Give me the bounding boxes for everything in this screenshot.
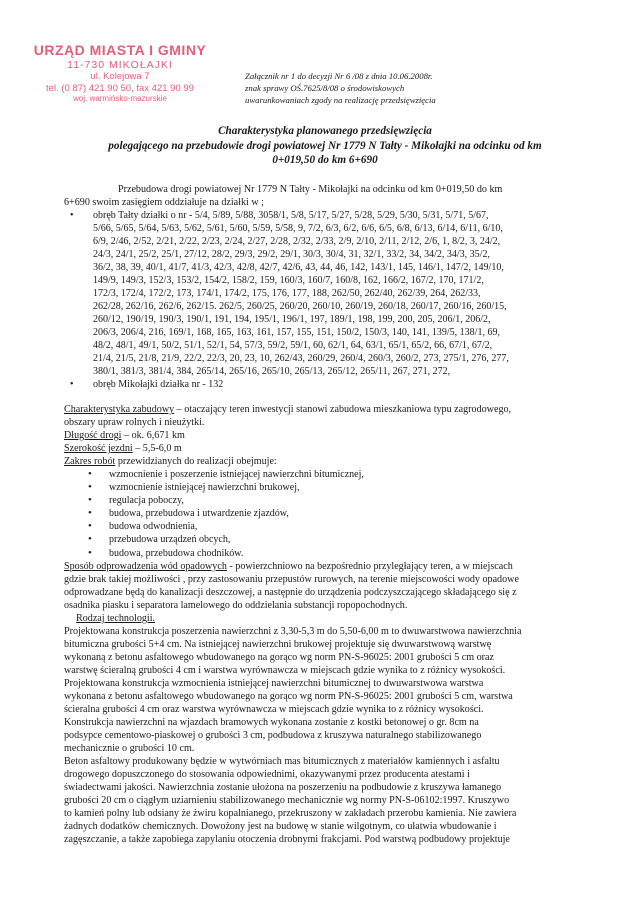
parcel-line: 24/3, 24/1, 25/2, 25/1, 27/12, 28/2, 29/3, 29/2, 29/1, 30/3, 30/4, 31, 32/1, 33/2, 34, 34/2, 34/3, 35/2, xyxy=(93,249,490,260)
intro-line-2: 6+690 swoim zasięgiem oddziałuje na działki w ; xyxy=(64,197,264,208)
parcel-list xyxy=(70,209,620,391)
technology-line: zagęszczanie, a także zapobiega zapylaniu otoczenia drobnymi frakcjami. Pod warstwą podbudowy projektuje xyxy=(64,834,510,845)
road-width-value: – 5,5-6,0 m xyxy=(132,443,182,454)
parcel-lines-talty xyxy=(93,209,620,378)
parcel-item-mikolajki xyxy=(70,378,620,391)
attachment-line-2: znak sprawy OŚ.7625/8/08 o środowiskowych xyxy=(245,83,405,93)
technology-line: wykonana z betonu asfaltowego wbudowanego na gorąco wg norm PN-S-96025: 2001 grubości 5 cm, warstwa xyxy=(64,691,513,702)
parcel-line: 6/9, 2/46, 2/52, 2/21, 2/22, 2/23, 2/24, 2/27, 2/28, 2/32, 2/33, 2/9, 2/10, 2/11, 2/12, 2/6, 1, 8/2, 3, 24/2, xyxy=(93,236,501,247)
drainage-line: gdzie brak takiej możliwości , przy zastosowaniu przepustów rurowych, na terenie miejscowości wody opadowe xyxy=(64,574,519,585)
parcel-line-mikolajki: obręb Mikołajki działka nr - 132 xyxy=(93,379,224,390)
intro-paragraph xyxy=(64,183,616,209)
characteristics-section xyxy=(64,403,616,468)
technology-heading xyxy=(64,612,616,625)
technology-line: ścieralna grubości 4 cm oraz warstwa wyrównawcza w miejscach gdzie wynika to z różnicy wysokości. xyxy=(64,704,484,715)
attachment-line-1: Załącznik nr 1 do decyzji Nr 6 /08 z dnia 10.06.2008r. xyxy=(245,71,433,81)
technology-line: to kamień polny lub odsiany że żwiru kopalnianego, przekruszony w zakładach przerobu kamienia. Nie zawiera xyxy=(64,808,517,819)
technology-line: warstwę ścieralną grubości 4 cm i warstwa wyrównawcza w miejscach gdzie wynika to z różnicy wysokości. xyxy=(64,665,506,676)
stamp-office-name: URZĄD MIASTA I GMINY xyxy=(33,42,207,58)
technology-line: wykonaną z betonu asfaltowego wbudowanego na gorąco wg norm PN-S-96025: 2001 grubości 5 cm oraz xyxy=(64,652,495,663)
parcel-line: obręb Tałty działki o nr - 5/4, 5/89, 5/88, 3058/1, 5/8, 5/17, 5/27, 5/28, 5/29, 5/30, 5/31, 5/71, 5/67, xyxy=(93,210,489,221)
stamp-street: ul. Kolejowa 7 xyxy=(90,71,150,82)
works-item: • budowa odwodnienia, xyxy=(88,520,488,533)
parcel-line: 21/4, 21/5, 21/8, 21/9, 22/2, 22/3, 20, 23, 10, 262/43, 260/29, 260/4, 260/3, 260/2, 273, 275/1, 276, 277, xyxy=(93,353,509,364)
parcel-line: 5/66, 5/65, 5/64, 5/63, 5/62, 5/61, 5/60, 5/59, 5/58, 9, 7/2, 6/3, 6/2, 6/6, 6/5, 6/8, 6/13, 6/14, 6/11, 6/10, xyxy=(93,223,503,234)
works-item: • przebudowa urządzeń obcych, xyxy=(88,533,488,546)
parcel-line: 260/12, 190/19, 190/3, 190/1, 191, 194, 195/1, 196/1, 197, 189/1, 198, 199, 200, 205, 206/1, 206/2, xyxy=(93,314,491,325)
office-stamp xyxy=(20,42,220,103)
technology-line: żadnych dodatków chemicznych. Dowożony jest na budowę w stanie wilgotnym, co ułatwia wbudowanie i xyxy=(64,821,497,832)
zabudowa-label: Charakterystyka zabudowy xyxy=(64,404,175,415)
technology-heading-text: Rodzaj technologii. xyxy=(76,613,156,624)
road-length-label: Długość drogi xyxy=(64,430,122,441)
works-item: • budowa, przebudowa i utwardzenie zjazdów, xyxy=(88,507,488,520)
parcel-line: 262/28, 262/16, 262/6, 262/15. 262/5, 260/25, 260/20, 260/10, 260/19, 260/18, 260/17, 260/16, 260/15, xyxy=(93,301,507,312)
works-item: • regulacja poboczy, xyxy=(88,494,488,507)
works-item: • wzmocnienie istniejącej nawierzchni brukowej, xyxy=(88,481,488,494)
technology-line: mechanicznie o grubości 10 cm. xyxy=(64,743,195,754)
drainage-text: - powierzchniowo na bezpośrednio przyległający teren, a w miejscach xyxy=(226,561,513,572)
attachment-line-3: uwarunkowaniach zgody na realizację przedsięwzięcia xyxy=(245,95,436,105)
technology-line: podsypce cementowo-piaskowej o grubości 3 cm, podbudowa z kruszywa naturalnego stabilizowanego xyxy=(64,730,482,741)
scope-line xyxy=(64,455,616,468)
road-length-line xyxy=(64,429,616,442)
stamp-postcode-city: 11-730 MIKOŁAJKI xyxy=(67,59,173,71)
zabudowa-text: – otaczający teren inwestycji stanowi zabudowa mieszkaniowa typu zagrodowego, xyxy=(174,404,512,415)
works-item: • wzmocnienie i poszerzenie istniejącej nawierzchni bitumicznej, xyxy=(88,468,488,481)
technology-line: świadectwami jakości. Nawierzchnia zostanie ułożona na poszerzeniu na podbudowie z kruszywa łamanego xyxy=(64,782,502,793)
drainage-line: odprowadzane będą do kanalizacji deszczowej, a następnie do urządzenia podczyszczającego składającego się z xyxy=(64,587,517,598)
parcel-line: 380/1, 381/3, 381/4, 384, 265/14, 265/16, 265/10, 265/13, 265/12, 265/11, 267, 271, 272, xyxy=(93,366,451,377)
zabudowa-line xyxy=(64,403,616,416)
attachment-note xyxy=(245,70,575,106)
stamp-phone: tel. (0 87) 421 90 50, fax 421 90 99 xyxy=(46,83,194,94)
technology-line: Beton asfaltowy produkowany będzie w wytwórniach mas bitumicznych z materiałów kamiennych i asfaltu xyxy=(64,756,500,767)
bullet-icon: • xyxy=(70,379,74,390)
drainage-label: Sposób odprowadzenia wód opadowych xyxy=(64,561,227,572)
scope-text: przewidzianych do realizacji obejmuje: xyxy=(115,456,277,467)
works-list xyxy=(88,468,488,560)
technology-line: Konstrukcja nawierzchni na wjazdach bramowych wykonana zostanie z kostki betonowej o gr. 8cm na xyxy=(64,717,479,728)
road-width-line xyxy=(64,442,616,455)
technology-line: bitumiczna grubości 5+4 cm. Na istniejącej nawierzchni brukowej projektuje się dwuwarstwową warstwę xyxy=(64,639,492,650)
parcel-line: 48/2, 48/1, 49/1, 50/2, 51/1, 52/1, 54, 57/3, 59/2, 59/1, 60, 62/1, 64, 63/1, 65/1, 65/2, 66, 67/1, 67/2, xyxy=(93,340,493,351)
zabudowa-line-2: obszary upraw rolnych i nieużytki. xyxy=(64,417,205,428)
intro-line-1: Przebudowa drogi powiatowej Nr 1779 N Tałty - Mikołajki na odcinku od km 0+019,50 do km xyxy=(118,184,503,195)
title-line-2: polegającego na przebudowie drogi powiatowej Nr 1779 N Tałty - Mikołajki na odcinku od km xyxy=(108,139,542,152)
parcel-line: 172/3, 172/4, 172/2, 173, 174/1, 174/2, 175, 176, 177, 188, 262/50, 262/40, 262/39, 264, 262/33, xyxy=(93,288,481,299)
parcel-item-talty xyxy=(70,209,620,378)
parcel-line: 149/9, 149/3, 152/3, 153/2, 154/2, 158/2, 159, 160/3, 160/7, 160/8, 162, 166/2, 167/2, 170, 171/2, xyxy=(93,275,484,286)
technology-line: Projektowana konstrukcja wzmocnienia istniejącej nawierzchni bitumicznej to dwuwarstwowa warstwa xyxy=(64,678,484,689)
technology-line: Projektowana konstrukcja poszerzenia nawierzchni z 3,30-5,3 m do 5,50-6,00 m to dwuwarstwowa nawierzchnia xyxy=(64,626,522,637)
road-length-value: – ok. 6,671 km xyxy=(121,430,185,441)
technology-line: grubości 20 cm o ciągłym uziarnieniu stabilizowanego mechanicznie wg normy PN-S-06102:1997. Kruszywo xyxy=(64,795,510,806)
stamp-voivodeship: woj. warmińsko-mazurskie xyxy=(73,94,167,103)
drainage-line-1 xyxy=(64,560,616,573)
parcel-line: 206/3, 206/4, 216, 169/1, 168, 165, 163, 161, 157, 155, 151, 150/2, 150/3, 140, 141, 139/5, 138/1, 69, xyxy=(93,327,500,338)
parcel-line: 36/2, 38, 39, 40/1, 41/7, 41/3, 42/3, 42/8, 42/7, 42/6, 43, 44, 46, 142, 143/1, 145, 146/1, 147/2, 149/10, xyxy=(93,262,504,273)
road-width-label: Szerokość jezdni xyxy=(64,443,133,454)
technology-line: drogowego dopuszczonego do stosowania odpowiednimi, okazywanymi przez producenta atestami i xyxy=(64,769,470,780)
drainage-and-technology xyxy=(64,560,616,846)
bullet-icon: • xyxy=(70,210,74,221)
scope-label: Zakres robót xyxy=(64,456,116,467)
works-item: • budowa, przebudowa chodników. xyxy=(88,547,488,560)
document-title xyxy=(40,124,610,168)
drainage-line: osadnika piasku i separatora lamelowego do oddzielania substancji ropopochodnych. xyxy=(64,600,408,611)
title-line-3: 0+019,50 do km 6+690 xyxy=(272,154,378,166)
title-line-1: Charakterystyka planowanego przedsięwzięcia xyxy=(218,125,432,137)
